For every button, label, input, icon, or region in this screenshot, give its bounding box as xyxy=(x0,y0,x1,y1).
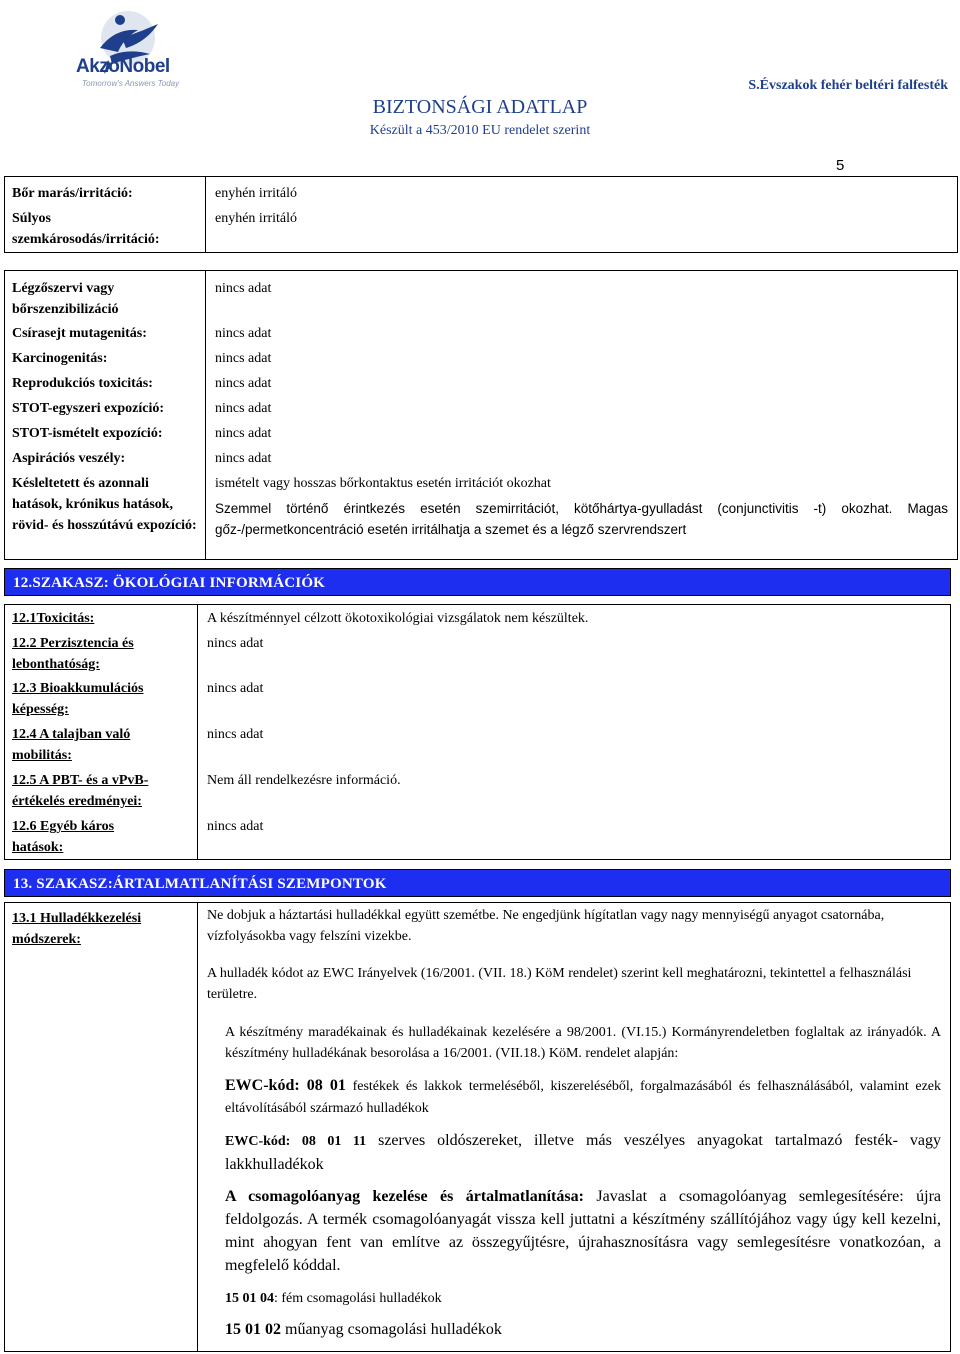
waste-methods-label: 13.1 Hulladékkezelési módszerek: xyxy=(12,911,142,947)
skin-irritation-label: Bőr marás/irritáció: xyxy=(12,186,133,201)
stot-repeated-label: STOT-ismételt expozíció: xyxy=(12,426,163,441)
carcinogenicity-value: nincs adat xyxy=(215,351,272,366)
ewc-2 xyxy=(225,1129,941,1176)
packaging-title: A csomagolóanyag kezelése és ártalmatlanítása: xyxy=(225,1188,584,1205)
delayed-effects-value: ismételt vagy hosszas bőrkontaktus esetén irritációt okozhat xyxy=(215,476,551,491)
reproductive-toxicity-value: nincs adat xyxy=(215,376,272,391)
aspiration-value: nincs adat xyxy=(215,451,272,466)
mutagenicity-label: Csírasejt mutagenitás: xyxy=(12,326,147,341)
waste-p2: A hulladék kódot az EWC Irányelvek (16/2001. (VII. 18.) KöM rendelet) szerint kell meghatározni, tekintettel a felhasználási területre. xyxy=(207,966,912,1002)
product-name: S.Évszakok fehér beltéri falfesték xyxy=(748,78,948,93)
bioaccumulation-value: nincs adat xyxy=(207,681,264,696)
mutagenicity-value: nincs adat xyxy=(215,326,272,341)
eye-damage-label: Súlyos szemkárosodás/irritáció: xyxy=(12,211,160,247)
stot-single-value: nincs adat xyxy=(215,401,272,416)
code-15-01-02 xyxy=(225,1319,502,1341)
delayed-effects-value-2: Szemmel történő érintkezés esetén szemirritációt, kötőhártya-gyulladást (conjunctivitis -t) okozhat. Magas gőz-/permetkoncentráció esetén irritálhatja a szemet és a légző szervrendszert xyxy=(215,501,948,537)
packaging-paragraph xyxy=(225,1185,941,1277)
ewc-1-code: EWC-kód: 08 01 xyxy=(225,1077,346,1094)
delayed-effects-label: Késleltetett és azonnali hatások, krónikus hatások, rövid- és hosszútávú expozíció: xyxy=(12,476,197,533)
code-15-01-02-num: 15 01 02 xyxy=(225,1321,281,1338)
document-title: BIZTONSÁGI ADATLAP xyxy=(372,96,588,118)
sensitisation-value: nincs adat xyxy=(215,281,272,296)
tox-table-top-divider xyxy=(205,176,206,253)
pbt-value: Nem áll rendelkezésre információ. xyxy=(207,773,401,788)
section13-banner xyxy=(4,869,951,897)
carcinogenicity-label: Karcinogenitás: xyxy=(12,351,108,366)
other-effects-value: nincs adat xyxy=(207,819,264,834)
pbt-label: 12.5 A PBT- és a vPvB-értékelés eredményei: xyxy=(12,773,149,809)
ewc-1-text: festékek és lakkok termeléséből, kiszereléséből, forgalmazásából és felhasználásából, valamint ezek eltávolításából származó hulladékok xyxy=(225,1079,942,1116)
section12-banner xyxy=(4,568,951,596)
page-number: 5 xyxy=(836,157,845,174)
toxicity-label: 12.1Toxicitás: xyxy=(12,611,95,626)
eye-damage-value: enyhén irritáló xyxy=(215,211,298,226)
code-15-01-04-num: 15 01 04 xyxy=(225,1291,274,1306)
section13-divider xyxy=(197,902,198,1352)
reproductive-toxicity-label: Reprodukciós toxicitás: xyxy=(12,376,153,391)
section12-title: 12.SZAKASZ: ÖKOLÓGIAI INFORMÁCIÓK xyxy=(13,575,326,591)
soil-mobility-value: nincs adat xyxy=(207,727,264,742)
persistence-label: 12.2 Perzisztencia és lebonthatóság: xyxy=(12,636,134,672)
skin-irritation-value: enyhén irritáló xyxy=(215,186,298,201)
bioaccumulation-label: 12.3 Bioakkumulációs képesség: xyxy=(12,681,144,717)
aspiration-label: Aspirációs veszély: xyxy=(12,451,126,466)
code-15-01-04-text: : fém csomagolási hulladékok xyxy=(274,1291,442,1306)
other-effects-label: 12.6 Egyéb káros hatások: xyxy=(12,819,115,855)
tox-table-main-divider xyxy=(205,270,206,560)
code-15-01-04 xyxy=(225,1288,442,1309)
soil-mobility-label: 12.4 A talajban való mobilitás: xyxy=(12,727,131,763)
stot-repeated-value: nincs adat xyxy=(215,426,272,441)
code-15-01-02-text: műanyag csomagolási hulladékok xyxy=(281,1321,502,1338)
ewc-2-code: EWC-kód: 08 01 11 xyxy=(225,1134,367,1149)
logo-tagline: Tomorrow's Answers Today xyxy=(82,79,180,88)
section12-divider xyxy=(197,604,198,860)
ewc-2-text: szerves oldószereket, illetve más veszélyes anyagokat tartalmazó festék- vagy lakkhulladékok xyxy=(225,1132,942,1173)
logo-brand-text: AkzoNobel xyxy=(76,56,170,77)
section13-title: 13. SZAKASZ:ÁRTALMATLANÍTÁSI SZEMPONTOK xyxy=(13,876,387,892)
ewc-1 xyxy=(225,1075,941,1120)
stot-single-label: STOT-egyszeri expozíció: xyxy=(12,401,165,416)
packaging-text: Javaslat a csomagolóanyag semlegesítésére: újra feldolgozás. A termék csomagolóanyagát vissza kell juttatni a készítmény szállítójához vagy úgy kell kezelni, mint ahogyan fent van említve az összegyűjtésre, újrahasznosításra vagy semlegesítésre vonatkozóan, a megfelelő kóddal. xyxy=(225,1188,942,1274)
sensitisation-label: Légzőszervi vagy bőrszenzibilizáció xyxy=(12,281,119,317)
waste-p3: A készítmény maradékainak és hulladékainak kezelésére a 98/2001. (VI.15.) Kormányrendeletben foglaltak az irányadók. A készítmény hulladékának besorolása a 16/2001. (VII.18.) KöM. rendelet alapján: xyxy=(225,1025,941,1061)
waste-p1: Ne dobjuk a háztartási hulladékkal együtt szemétbe. Ne engedjünk hígítatlan vagy nagy mennyiségű anyagot csatornába, vízfolyásokba vagy felszíni vizekbe. xyxy=(207,908,885,944)
document-subtitle: Készült a 453/2010 EU rendelet szerint xyxy=(369,123,591,138)
toxicity-value: A készítménnyel célzott ökotoxikológiai vizsgálatok nem készültek. xyxy=(207,611,589,626)
persistence-value: nincs adat xyxy=(207,636,264,651)
